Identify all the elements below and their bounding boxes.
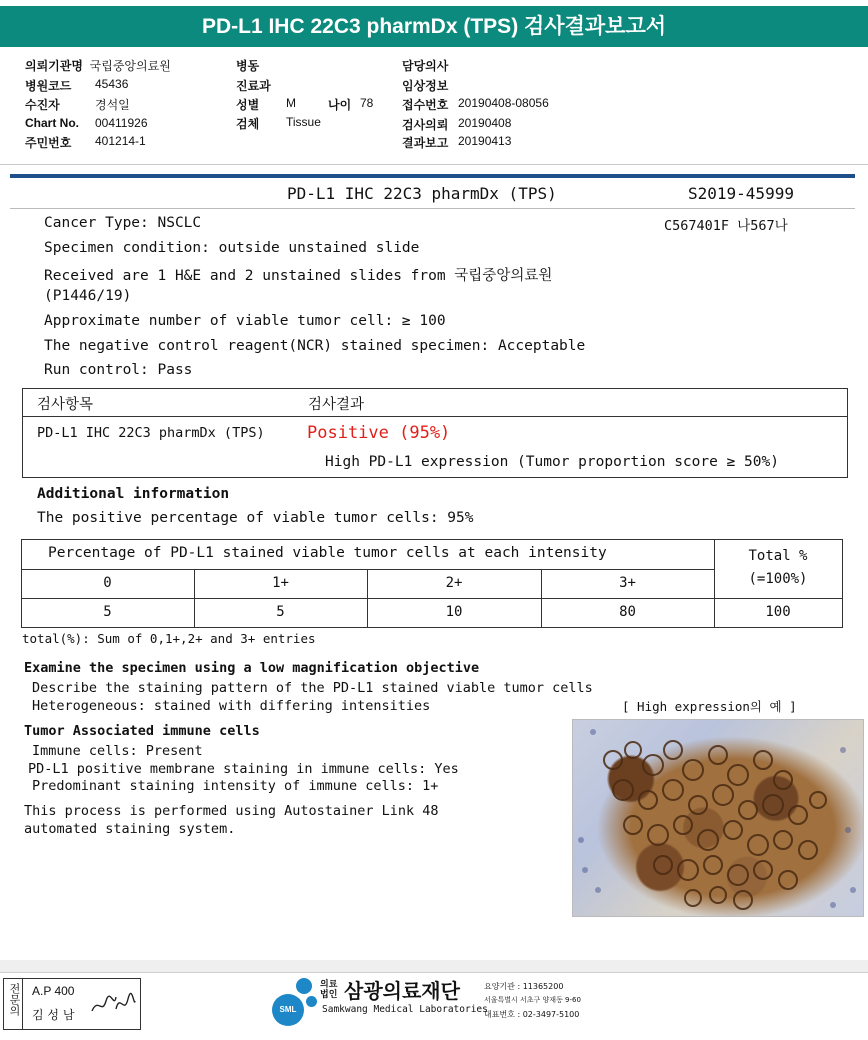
run-control: Run control: Pass <box>44 362 193 378</box>
logo-dot-1 <box>296 978 312 994</box>
hdr-value: M <box>286 96 296 110</box>
examine-line-1: Describe the staining pattern of the PD-L1 stained viable tumor cells <box>32 680 593 696</box>
intensity-1-label: 1+ <box>272 575 289 591</box>
additional-heading: Additional information <box>37 486 230 502</box>
hdr-value: 20190408 <box>458 116 512 130</box>
hdr-label: 담당의사 <box>402 59 449 73</box>
hdr-hospital-code <box>25 77 129 94</box>
hdr-value: 00411926 <box>95 116 148 130</box>
test-name-heading: PD-L1 IHC 22C3 pharmDx (TPS) <box>287 184 557 203</box>
process-line-2: automated staining system. <box>24 821 236 837</box>
intensity-row-divider <box>21 598 842 599</box>
sml-logo <box>272 976 324 1028</box>
intensity-2-value: 10 <box>445 604 463 620</box>
cancer-type: Cancer Type: NSCLC <box>44 215 202 231</box>
total-header-1: Total % <box>748 548 808 564</box>
intensity-0-value: 5 <box>103 604 112 620</box>
hdr-request-date <box>402 116 512 133</box>
hdr-report-date <box>402 134 512 151</box>
org-phone: 대표번호 : 02-3497-5100 <box>484 1010 580 1019</box>
result-table-divider <box>22 416 847 417</box>
image-caption: [ High expression의 예 ] <box>622 699 797 714</box>
hdr-sex <box>236 96 296 113</box>
immune-line-1: Immune cells: Present <box>32 743 203 759</box>
additional-text: The positive percentage of viable tumor cells: 95% <box>37 510 474 526</box>
org-prefix-2: 법인 <box>320 990 338 1000</box>
org-code: 요양기관 : 11365200 <box>484 982 564 991</box>
footer-divider <box>0 972 868 973</box>
hdr-value: 45436 <box>95 77 129 91</box>
stamp-side-cell <box>4 979 23 1029</box>
title-underline <box>10 208 855 209</box>
viable-tumor-count: Approximate number of viable tumor cell: ≥ 100 <box>44 313 446 329</box>
signature <box>90 989 136 1019</box>
hdr-label: 결과보고 <box>402 136 449 150</box>
hdr-label: 성별 <box>236 98 260 112</box>
hdr-label: 병원코드 <box>25 79 72 93</box>
intensity-header: Percentage of PD-L1 stained viable tumor cells at each intensity <box>48 545 607 561</box>
hdr-value: 국립중앙의료원 <box>89 59 171 73</box>
received-slides: Received are 1 H&E and 2 unstained slides from 국립중앙의료원 <box>44 268 553 284</box>
report-id: S2019-45999 <box>688 184 794 203</box>
result-positive: Positive (95%) <box>307 423 451 443</box>
org-prefix <box>320 980 337 1000</box>
hdr-value: 20190408-08056 <box>458 96 549 110</box>
hdr-label: 임상정보 <box>402 79 449 93</box>
hdr-department <box>236 77 271 94</box>
report-title: PD-L1 IHC 22C3 pharmDx (TPS) 검사결과보고서 <box>0 6 868 47</box>
immune-line-2: PD-L1 positive membrane staining in immune cells: Yes <box>28 761 459 777</box>
specimen-id: C567401F 나567나 <box>664 218 788 234</box>
ncr-status: The negative control reagent(NCR) stained specimen: Acceptable <box>44 338 586 354</box>
process-line-1: This process is performed using Autostainer Link 48 <box>24 803 439 819</box>
col-test-item: 검사항목 <box>37 397 94 413</box>
org-name: 삼광의료재단 <box>344 979 460 1003</box>
hdr-label: 병동 <box>236 59 260 73</box>
total-note: total(%): Sum of 0,1+,2+ and 3+ entries <box>22 631 316 646</box>
org-name-en: Samkwang Medical Laboratories <box>322 1004 488 1015</box>
hdr-label: 검사의뢰 <box>402 118 449 132</box>
hdr-value: Tissue <box>286 115 321 129</box>
footer-band <box>0 960 868 972</box>
intensity-3-label: 3+ <box>619 575 636 591</box>
hdr-value: 401214-1 <box>95 134 146 148</box>
org-prefix-1: 의료 <box>320 980 338 990</box>
hdr-resident-no <box>25 134 146 151</box>
total-value: 100 <box>765 604 791 620</box>
hdr-age <box>328 96 374 113</box>
hdr-receipt-no <box>402 96 549 113</box>
hdr-clinical-info <box>402 77 448 94</box>
hdr-patient <box>25 96 130 113</box>
immune-heading: Tumor Associated immune cells <box>24 723 260 739</box>
immune-line-3: Predominant staining intensity of immune cells: 1+ <box>32 778 439 794</box>
intensity-0-label: 0 <box>103 575 112 591</box>
logo-text: SML <box>279 1005 297 1014</box>
specimen-condition: Specimen condition: outside unstained slide <box>44 240 420 256</box>
intensity-header-divider <box>21 569 715 570</box>
hdr-label: 나이 <box>328 98 352 112</box>
result-expression: High PD-L1 expression (Tumor proportion score ≥ 50%) <box>325 454 779 470</box>
hdr-value: 20190413 <box>458 134 512 148</box>
hdr-label: 검체 <box>236 117 260 131</box>
hdr-label: Chart No. <box>25 116 79 130</box>
result-test-item: PD-L1 IHC 22C3 pharmDx (TPS) <box>37 425 265 441</box>
hdr-ward <box>236 57 259 74</box>
section-rule <box>10 174 855 178</box>
hdr-label: 접수번호 <box>402 98 449 112</box>
hdr-chart-no <box>25 116 148 130</box>
hdr-label: 주민번호 <box>25 136 72 150</box>
hdr-label: 수진자 <box>25 98 60 112</box>
intensity-1-value: 5 <box>276 604 285 620</box>
slide-ref: (P1446/19) <box>44 288 132 304</box>
histology-image <box>572 719 864 917</box>
examine-heading: Examine the specimen using a low magnification objective <box>24 660 480 676</box>
doctor-name: 김 성 남 <box>32 1008 75 1022</box>
hdr-label: 진료과 <box>236 79 271 93</box>
logo-dot-2 <box>306 996 317 1007</box>
hdr-doctor <box>402 57 448 74</box>
stamp-side-label: 전문의 <box>8 983 21 1016</box>
examine-line-2: Heterogeneous: stained with differing intensities <box>32 698 431 714</box>
total-header-2: (=100%) <box>748 571 808 587</box>
cell-membrane-pattern <box>573 720 863 916</box>
ap-number: A.P 400 <box>32 984 75 998</box>
signature-stroke <box>90 989 136 1019</box>
org-address: 서울특별시 서초구 양재동 9-60 <box>484 996 581 1004</box>
col-test-result: 검사결과 <box>308 397 365 413</box>
hdr-value: 78 <box>360 96 374 110</box>
header-divider <box>0 164 868 165</box>
intensity-2-label: 2+ <box>445 575 463 591</box>
hdr-value: 경석일 <box>95 98 130 112</box>
hdr-specimen <box>236 115 321 132</box>
hdr-label: 의뢰기관명 <box>25 59 83 73</box>
intensity-3-value: 80 <box>619 604 636 620</box>
hdr-institution <box>25 57 171 74</box>
